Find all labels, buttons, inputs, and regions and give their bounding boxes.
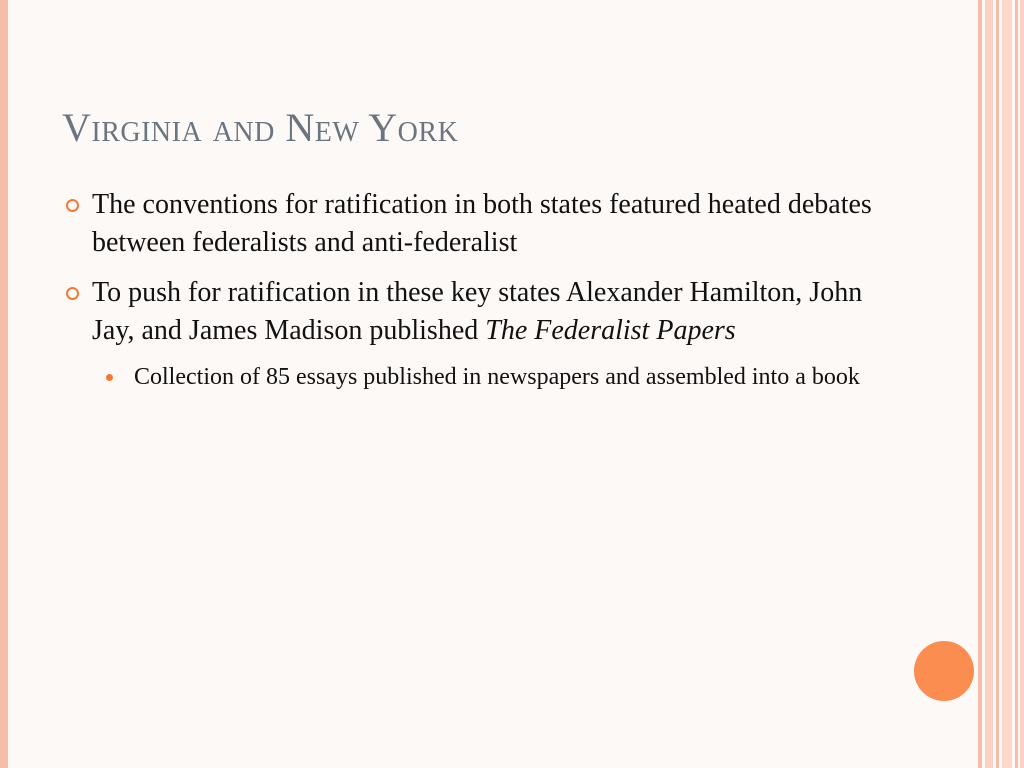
slide-body bbox=[62, 186, 892, 395]
ring-bullet-icon bbox=[66, 199, 79, 212]
sub-bullet-text: Collection of 85 essays published in newspapers and assembled into a book bbox=[134, 364, 860, 390]
slide-title: Virginia and New York bbox=[62, 105, 459, 150]
stripe bbox=[996, 0, 999, 768]
decorative-circle bbox=[914, 641, 974, 701]
bullet-text: To push for ratification in these key states Alexander Hamilton, John Jay, and James Madison published bbox=[92, 277, 863, 346]
stripe bbox=[1002, 0, 1012, 768]
stripe bbox=[1015, 0, 1018, 768]
book-title: The Federalist Papers bbox=[485, 315, 736, 346]
bullet-text: The conventions for ratification in both states featured heated debates between federalists and anti-federalist bbox=[92, 189, 872, 258]
sub-bullet-item bbox=[62, 360, 892, 395]
left-decorative-border bbox=[0, 0, 8, 768]
stripe bbox=[1020, 0, 1024, 768]
bullet-item bbox=[62, 186, 892, 262]
right-decorative-stripes bbox=[978, 0, 1024, 768]
ring-bullet-icon bbox=[66, 287, 79, 300]
stripe bbox=[985, 0, 993, 768]
dot-bullet-icon bbox=[106, 374, 113, 381]
bullet-item bbox=[62, 274, 892, 350]
stripe bbox=[978, 0, 982, 768]
